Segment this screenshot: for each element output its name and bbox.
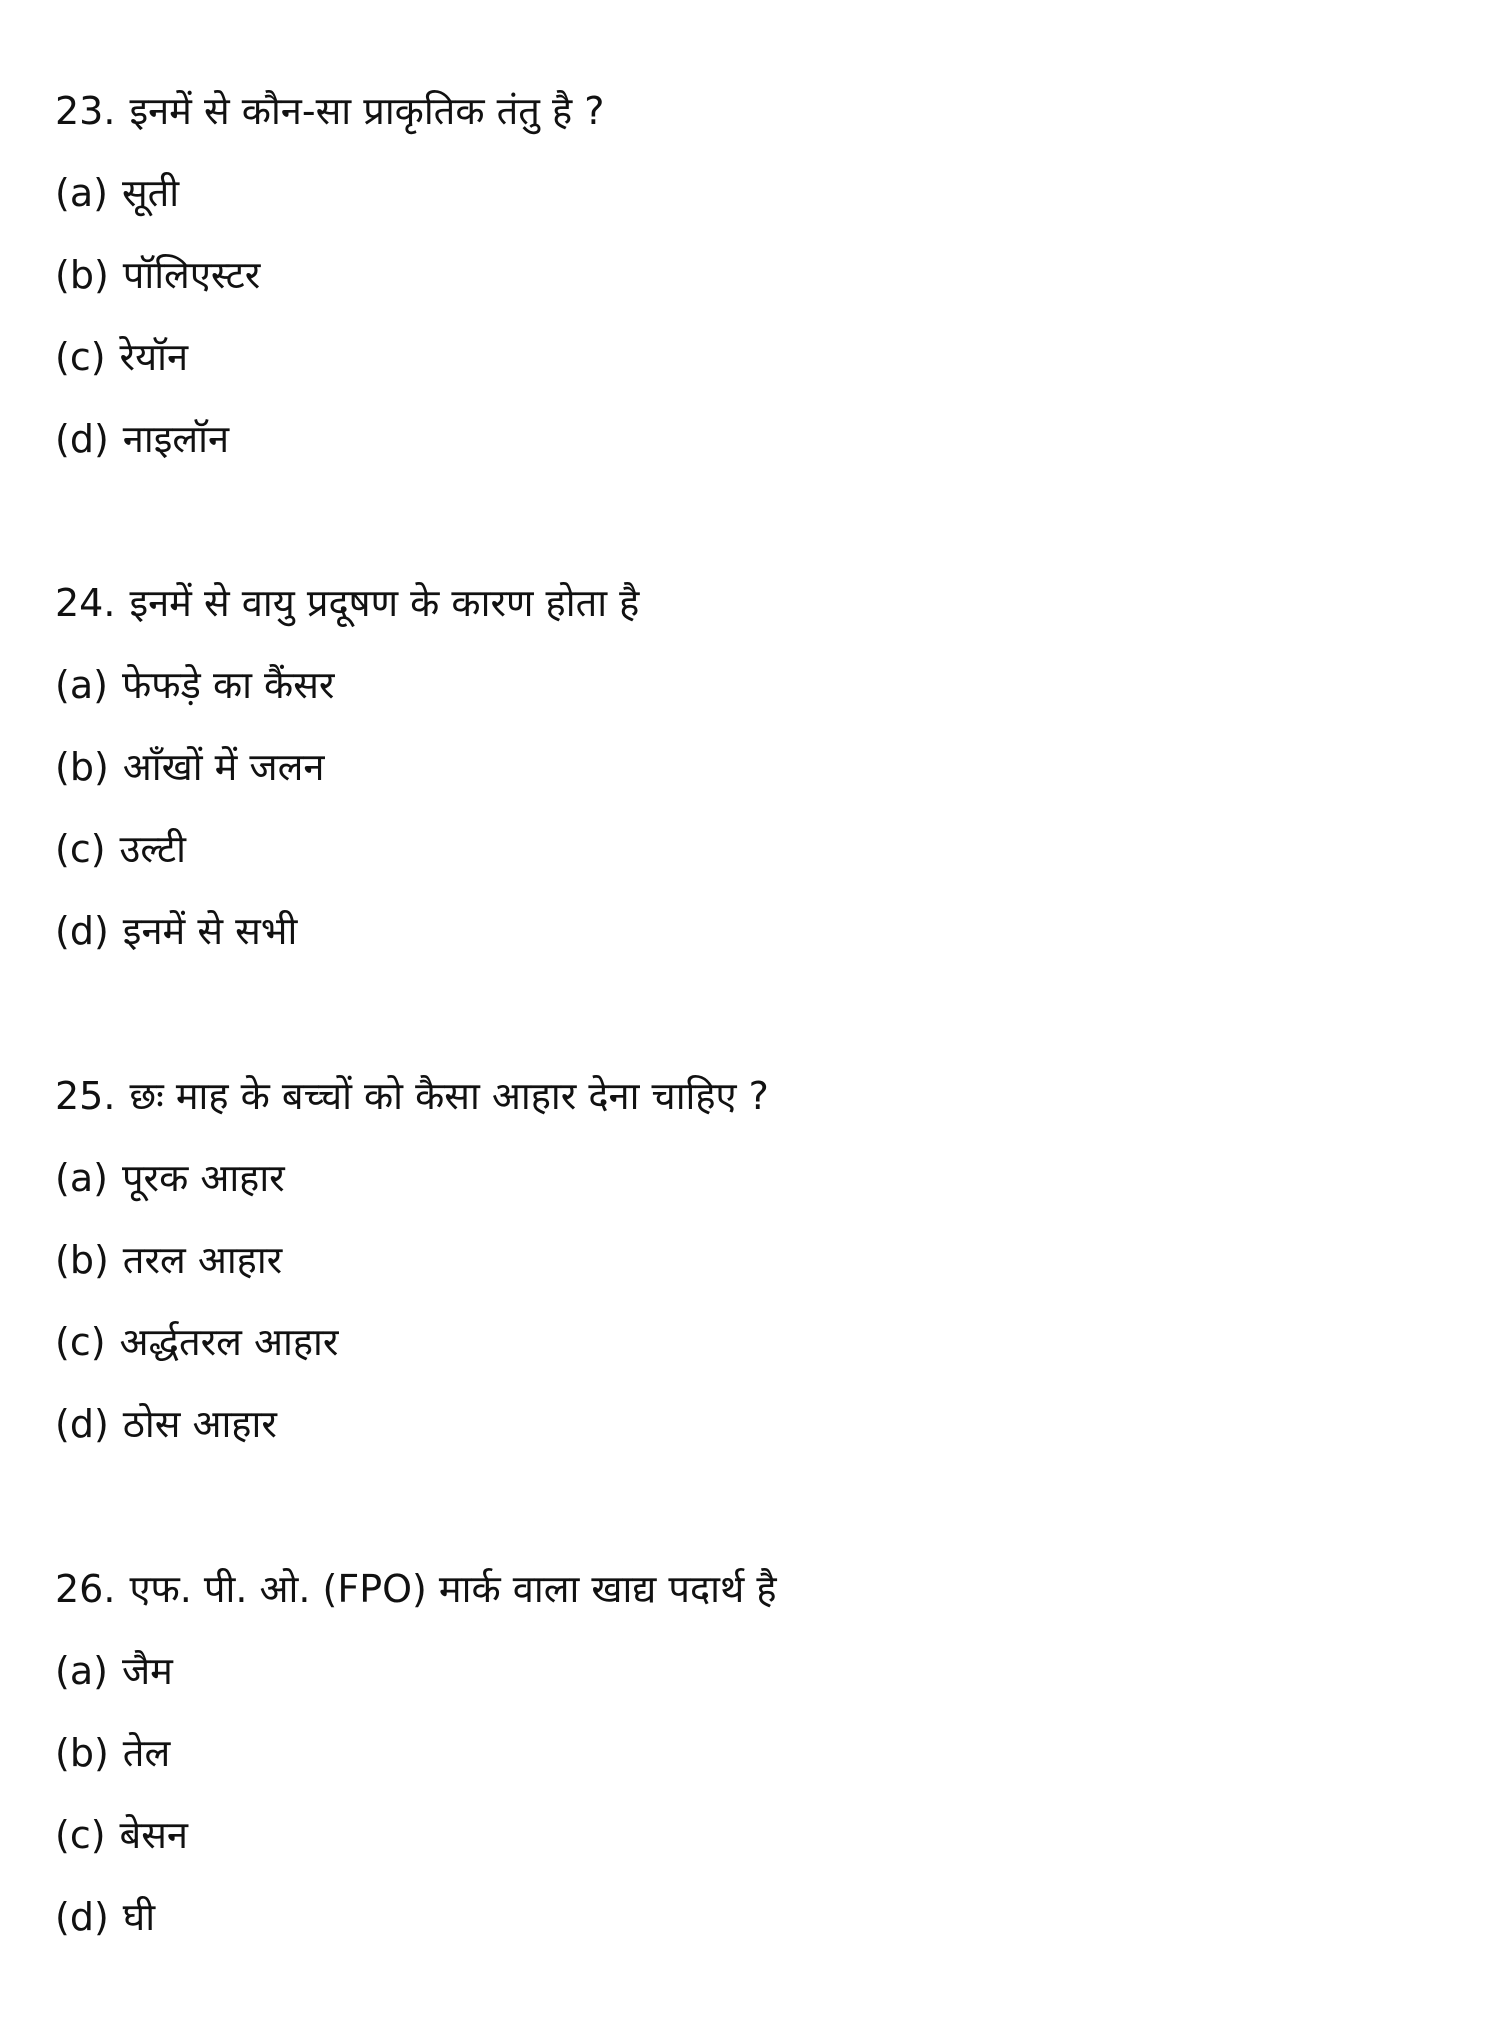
question-text: इनमें से कौन-सा प्राकृतिक तंतु है ?: [129, 89, 605, 133]
question-text: इनमें से वायु प्रदूषण के कारण होता है: [129, 581, 640, 625]
option-text: आँखों में जलन: [122, 745, 325, 789]
option-c: [55, 316, 1455, 398]
option-text: अर्द्धतरल आहार: [119, 1320, 339, 1364]
option-b: [55, 726, 1455, 808]
option-a: [55, 644, 1455, 726]
question-number: 24.: [55, 581, 116, 625]
option-label: (b): [55, 1238, 109, 1282]
option-b: [55, 1219, 1455, 1301]
question-text: छः माह के बच्चों को कैसा आहार देना चाहिए ?: [129, 1074, 769, 1118]
question-text-line: [55, 1055, 1455, 1137]
option-text: तरल आहार: [122, 1238, 283, 1282]
option-label: (b): [55, 1731, 109, 1775]
option-label: (b): [55, 253, 109, 297]
option-text: तेल: [122, 1731, 171, 1775]
option-d: [55, 1383, 1455, 1465]
option-c: [55, 808, 1455, 890]
option-text: पूरक आहार: [121, 1156, 285, 1200]
option-label: (a): [55, 1649, 108, 1693]
option-d: [55, 890, 1455, 972]
option-text: इनमें से सभी: [122, 909, 298, 953]
option-a: [55, 1137, 1455, 1219]
option-b: [55, 1712, 1455, 1794]
option-label: (d): [55, 909, 109, 953]
option-label: (a): [55, 663, 108, 707]
option-text: पॉलिएस्टर: [122, 253, 261, 297]
option-d: [55, 1876, 1455, 1958]
option-label: (d): [55, 1895, 109, 1939]
option-label: (c): [55, 1813, 106, 1857]
option-text: नाइलॉन: [122, 417, 230, 461]
option-c: [55, 1794, 1455, 1876]
option-c: [55, 1301, 1455, 1383]
question-25: [55, 1055, 1455, 1465]
question-text: एफ. पी. ओ. (FPO) मार्क वाला खाद्य पदार्थ है: [129, 1567, 777, 1611]
question-text-line: [55, 70, 1455, 152]
question-text-line: [55, 562, 1455, 644]
option-a: [55, 152, 1455, 234]
question-number: 23.: [55, 89, 116, 133]
option-text: घी: [122, 1895, 156, 1939]
option-label: (a): [55, 1156, 108, 1200]
option-b: [55, 234, 1455, 316]
option-label: (d): [55, 417, 109, 461]
option-label: (b): [55, 745, 109, 789]
option-text: सूती: [121, 171, 180, 215]
option-label: (c): [55, 1320, 106, 1364]
option-text: उल्टी: [119, 827, 186, 871]
option-label: (d): [55, 1402, 109, 1446]
option-text: ठोस आहार: [122, 1402, 277, 1446]
question-23: [55, 70, 1455, 480]
option-text: रेयॉन: [119, 335, 189, 379]
question-number: 25.: [55, 1074, 116, 1118]
option-label: (c): [55, 335, 106, 379]
option-label: (c): [55, 827, 106, 871]
option-text: जैम: [121, 1649, 173, 1693]
option-label: (a): [55, 171, 108, 215]
question-number: 26.: [55, 1567, 116, 1611]
option-text: बेसन: [119, 1813, 189, 1857]
option-d: [55, 398, 1455, 480]
question-text-line: [55, 1548, 1455, 1630]
question-26: [55, 1548, 1455, 1958]
question-24: [55, 562, 1455, 972]
option-text: फेफड़े का कैंसर: [121, 663, 335, 707]
option-a: [55, 1630, 1455, 1712]
